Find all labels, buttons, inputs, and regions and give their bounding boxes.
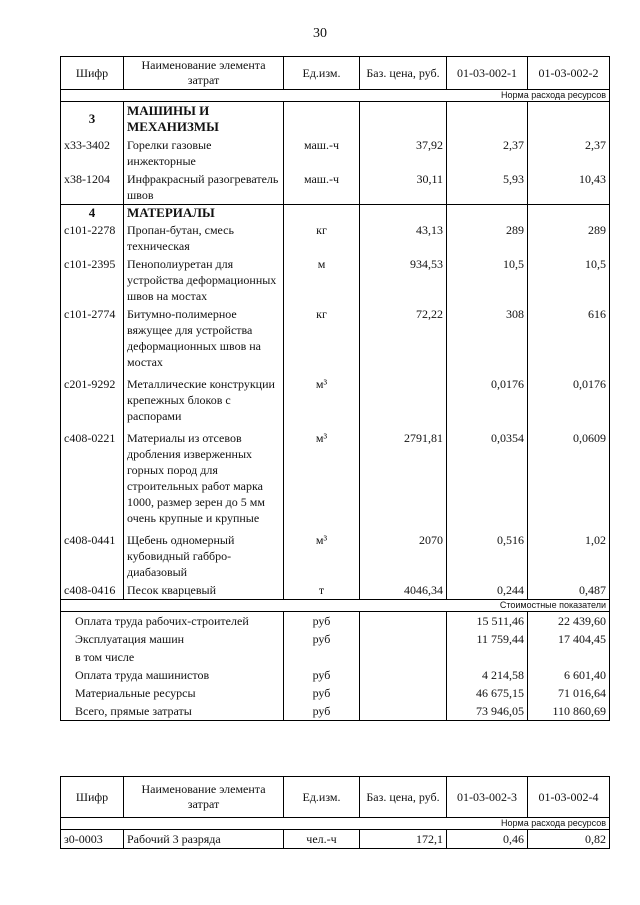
- section-number: 4: [61, 205, 124, 222]
- resource-unit: м³: [284, 429, 360, 527]
- resource-value-2: 1,02: [528, 531, 610, 581]
- resource-price: 2791,81: [360, 429, 447, 527]
- resource-value-2: 616: [528, 305, 610, 371]
- header-price: Баз. цена, руб.: [360, 57, 447, 90]
- resource-value-2: 0,0609: [528, 429, 610, 527]
- table-row: [61, 429, 610, 527]
- totals-row: [61, 702, 610, 721]
- resource-unit: маш.-ч: [284, 136, 360, 170]
- resource-value-1: 0,516: [447, 531, 528, 581]
- section-row: [61, 102, 610, 121]
- resource-name: Металлические конструкции крепежных блоков с распорами: [124, 375, 284, 425]
- resource-code: с408-0441: [61, 531, 124, 581]
- table-row: [61, 531, 610, 581]
- totals-value-1: 46 675,15: [447, 684, 528, 702]
- cost-banner: [61, 600, 610, 612]
- totals-row: [61, 630, 610, 648]
- resource-value-2: 2,37: [528, 136, 610, 170]
- resource-code: с408-0221: [61, 429, 124, 527]
- resource-name: Материалы из отсевов дробления изверженных горных пород для строительных работ марка 1000, размер зерен до 5 мм очень крупные и крупные: [124, 429, 284, 527]
- resource-name: Горелки газовые инжекторные: [124, 136, 284, 170]
- totals-value-2: 22 439,60: [528, 612, 610, 631]
- header-col-1: 01-03-002-1: [447, 57, 528, 90]
- resource-code: с408-0416: [61, 581, 124, 600]
- totals-row: [61, 612, 610, 631]
- resource-name: Битумно-полимерное вяжущее для устройства деформационных швов на мостах: [124, 305, 284, 371]
- header-name: Наименование элемента затрат: [124, 57, 284, 90]
- resource-value-1: 0,244: [447, 581, 528, 600]
- resource-value-1: 5,93: [447, 170, 528, 205]
- table-row: [61, 170, 610, 205]
- section-title: МАШИНЫ И МЕХАНИЗМЫ: [124, 102, 284, 137]
- header-row: [61, 777, 610, 818]
- table-row: [61, 255, 610, 305]
- table-row: [61, 136, 610, 170]
- header-code: Шифр: [61, 57, 124, 90]
- resource-unit: кг: [284, 305, 360, 371]
- resource-price: 172,1: [360, 830, 447, 849]
- table-row: [61, 830, 610, 849]
- resource-value-1: 0,0354: [447, 429, 528, 527]
- totals-name: Оплата труда машинистов: [61, 666, 284, 684]
- header-name: Наименование элемента затрат: [124, 777, 284, 818]
- header-price: Баз. цена, руб.: [360, 777, 447, 818]
- table-row: [61, 375, 610, 425]
- totals-value-1: 4 214,58: [447, 666, 528, 684]
- table-row: [61, 305, 610, 371]
- totals-value-1: 15 511,46: [447, 612, 528, 631]
- totals-value-2: 110 860,69: [528, 702, 610, 721]
- resource-value-2: 0,82: [528, 830, 610, 849]
- totals-value-2: 71 016,64: [528, 684, 610, 702]
- resource-value-1: 10,5: [447, 255, 528, 305]
- resource-unit: м³: [284, 531, 360, 581]
- resource-unit: м³: [284, 375, 360, 425]
- header-code: Шифр: [61, 777, 124, 818]
- resource-value-2: 0,0176: [528, 375, 610, 425]
- resource-price: 934,53: [360, 255, 447, 305]
- resource-unit: т: [284, 581, 360, 600]
- resource-price: 2070: [360, 531, 447, 581]
- resource-code: з0-0003: [61, 830, 124, 849]
- totals-value-2: 6 601,40: [528, 666, 610, 684]
- resource-unit: кг: [284, 221, 360, 255]
- totals-unit: руб: [284, 612, 360, 631]
- totals-value-1: 11 759,44: [447, 630, 528, 648]
- norm-label: Норма расхода ресурсов: [61, 90, 610, 102]
- resource-value-2: 0,487: [528, 581, 610, 600]
- totals-value-1: 73 946,05: [447, 702, 528, 721]
- resource-value-1: 2,37: [447, 136, 528, 170]
- resource-price: 43,13: [360, 221, 447, 255]
- resource-name: Песок кварцевый: [124, 581, 284, 600]
- norm-label: Норма расхода ресурсов: [61, 818, 610, 830]
- resource-name: Рабочий 3 разряда: [124, 830, 284, 849]
- totals-value-2: 17 404,45: [528, 630, 610, 648]
- cost-label: Стоимостные показатели: [61, 600, 610, 612]
- resource-code: с101-2395: [61, 255, 124, 305]
- header-unit: Ед.изм.: [284, 777, 360, 818]
- resource-name: Пропан-бутан, смесь техническая: [124, 221, 284, 255]
- resource-value-1: 0,46: [447, 830, 528, 849]
- totals-unit: руб: [284, 630, 360, 648]
- resource-code: х38-1204: [61, 170, 124, 205]
- totals-name: Эксплуатация машин: [61, 630, 284, 648]
- resource-table-2: [60, 776, 610, 849]
- totals-name: Материальные ресурсы: [61, 684, 284, 702]
- section-number: 3: [61, 102, 124, 137]
- resource-unit: маш.-ч: [284, 170, 360, 205]
- resource-name: Щебень одномерный кубовидный габбро-диабазовый: [124, 531, 284, 581]
- resource-code: х33-3402: [61, 136, 124, 170]
- resource-name: Пенополиуретан для устройства деформационных швов на мостах: [124, 255, 284, 305]
- resource-price: [360, 375, 447, 425]
- table-row: [61, 581, 610, 600]
- header-row: [61, 57, 610, 90]
- resource-table-1: [60, 56, 610, 721]
- header-col-2: 01-03-002-2: [528, 57, 610, 90]
- resource-name: Инфракрасный разогреватель швов: [124, 170, 284, 205]
- header-col-2: 01-03-002-4: [528, 777, 610, 818]
- totals-unit: руб: [284, 666, 360, 684]
- totals-name: в том числе: [61, 648, 284, 666]
- resource-unit: чел.-ч: [284, 830, 360, 849]
- resource-price: 72,22: [360, 305, 447, 371]
- norm-banner: [61, 90, 610, 102]
- resource-price: 4046,34: [360, 581, 447, 600]
- totals-name: Всего, прямые затраты: [61, 702, 284, 721]
- totals-row: [61, 666, 610, 684]
- header-col-1: 01-03-002-3: [447, 777, 528, 818]
- resource-price: 37,92: [360, 136, 447, 170]
- resource-value-1: 0,0176: [447, 375, 528, 425]
- resource-value-2: 10,5: [528, 255, 610, 305]
- resource-unit: м: [284, 255, 360, 305]
- section-row: [61, 205, 610, 222]
- resource-code: с101-2774: [61, 305, 124, 371]
- totals-row: [61, 648, 610, 666]
- totals-row: [61, 684, 610, 702]
- header-unit: Ед.изм.: [284, 57, 360, 90]
- section-title: МАТЕРИАЛЫ: [124, 205, 284, 222]
- resource-code: с201-9292: [61, 375, 124, 425]
- norm-banner: [61, 818, 610, 830]
- resource-value-1: 308: [447, 305, 528, 371]
- table-row: [61, 221, 610, 255]
- totals-unit: руб: [284, 702, 360, 721]
- resource-value-2: 289: [528, 221, 610, 255]
- resource-value-1: 289: [447, 221, 528, 255]
- page-number: 30: [313, 26, 327, 41]
- totals-name: Оплата труда рабочих-строителей: [61, 612, 284, 631]
- resource-value-2: 10,43: [528, 170, 610, 205]
- totals-unit: руб: [284, 684, 360, 702]
- resource-price: 30,11: [360, 170, 447, 205]
- resource-code: с101-2278: [61, 221, 124, 255]
